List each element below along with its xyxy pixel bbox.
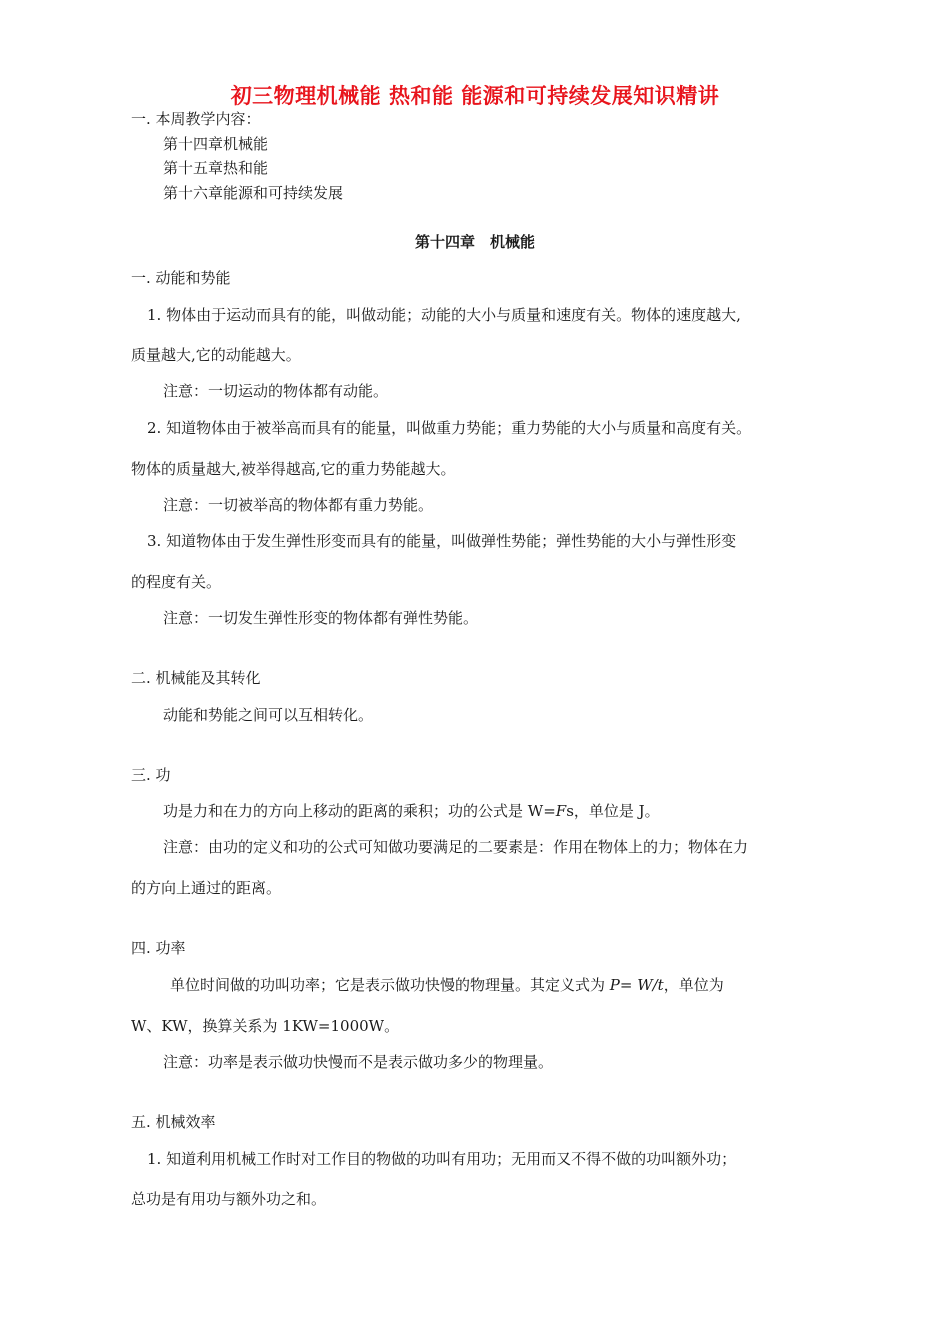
s4-body-post: ，单位为 <box>663 976 724 994</box>
section-2-heading: 二. 机械能及其转化 <box>131 669 261 687</box>
s1-p1-note: 注意：一切运动的物体都有动能。 <box>163 382 389 400</box>
s3-body <box>163 801 660 821</box>
s1-p3-line1: 3. 知道物体由于发生弹性形变而具有的能量，叫做弹性势能；弹性势能的大小与弹性形变 <box>147 532 737 550</box>
s4-line2: W、KW，换算关系为 1KW=1000W。 <box>131 1017 400 1035</box>
s1-p1-line1: 1. 物体由于运动而具有的能，叫做动能；动能的大小与质量和速度有关。物体的速度越大, <box>147 306 741 324</box>
s4-note: 注意：功率是表示做功快慢而不是表示做功多少的物理量。 <box>163 1053 554 1071</box>
s5-p1-line1: 1. 知道利用机械工作时对工作目的物做的功叫有用功；无用而又不得不做的功叫额外功； <box>147 1150 737 1168</box>
s3-note-line2: 的方向上通过的距离。 <box>131 879 282 897</box>
section-1-heading: 一. 动能和势能 <box>131 269 231 287</box>
s2-body: 动能和势能之间可以互相转化。 <box>163 706 374 724</box>
s1-p1-line2: 质量越大,它的动能越大。 <box>131 346 301 364</box>
section-5-heading: 五. 机械效率 <box>131 1113 216 1131</box>
s5-p1-line2: 总功是有用功与额外功之和。 <box>131 1190 327 1208</box>
document-title: 初三物理机械能 热和能 能源和可持续发展知识精讲 <box>230 84 720 108</box>
chapter-title: 第十四章 机械能 <box>414 233 535 251</box>
s1-p3-line2: 的程度有关。 <box>131 573 222 591</box>
s3-body-var: F <box>555 802 567 820</box>
s1-p2-line1: 2. 知道物体由于被举高而具有的能量，叫做重力势能；重力势能的大小与质量和高度有关。 <box>147 419 752 437</box>
s4-body <box>170 975 724 995</box>
s1-p2-line2: 物体的质量越大,被举得越高,它的重力势能越大。 <box>131 460 456 478</box>
intro-item-1: 第十四章机械能 <box>163 135 269 153</box>
s4-formula: P= W/t <box>609 976 664 994</box>
s3-body-post: s，单位是 J。 <box>566 802 660 820</box>
intro-item-3: 第十六章能源和可持续发展 <box>163 184 344 202</box>
intro-heading: 一. 本周教学内容： <box>131 110 261 128</box>
s4-body-pre: 单位时间做的功叫功率；它是表示做功快慢的物理量。其定义式为 <box>170 976 610 994</box>
s3-note-line1: 注意：由功的定义和功的公式可知做功要满足的二要素是：作用在物体上的力；物体在力 <box>163 838 749 856</box>
section-3-heading: 三. 功 <box>131 766 171 784</box>
s1-p3-note: 注意：一切发生弹性形变的物体都有弹性势能。 <box>163 609 479 627</box>
s3-body-pre: 功是力和在力的方向上移动的距离的乘积；功的公式是 W= <box>163 802 556 820</box>
intro-item-2: 第十五章热和能 <box>163 159 269 177</box>
s1-p2-note: 注意：一切被举高的物体都有重力势能。 <box>163 496 434 514</box>
section-4-heading: 四. 功率 <box>131 939 186 957</box>
